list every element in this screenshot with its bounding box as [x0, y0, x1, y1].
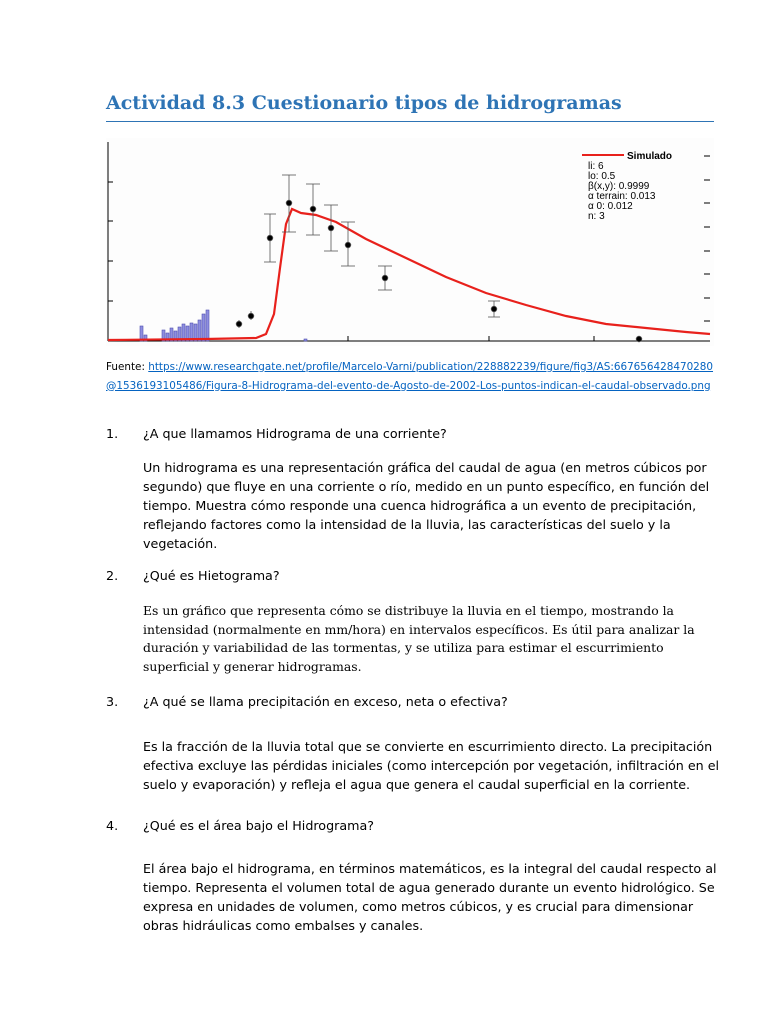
legend-line: lo: 0.5 — [588, 171, 616, 182]
question-text: ¿A qué se llama precipitación en exceso, neta o efectiva? — [143, 694, 508, 709]
title-underline — [106, 121, 714, 122]
answer-3: Es la fracción de la lluvia total que se convierte en escurrimiento directo. La precipitación efectiva excluye las pérdidas iniciales (como intercepción por vegetación, infiltración en el suelo y evaporación) y refleja el agua que genera el caudal superficial en la corriente. — [143, 739, 720, 792]
figure-source — [106, 358, 716, 395]
answer-1: Un hidrograma es una representación gráfica del caudal de agua (en metros cúbicos por segundo) que fluye en una corriente o río, medido en un punto específico, en función del tiempo. Muestra cómo responde una cuenca hidrográfica a un evento de precipitación, reflejando factores como la intensidad de la lluvia, las características del suelo y la vegetación. — [143, 460, 710, 551]
question-text: ¿Qué es Hietograma? — [143, 568, 280, 583]
source-label: Fuente: — [106, 361, 145, 373]
document-title: Actividad 8.3 Cuestionario tipos de hidrogramas — [106, 92, 622, 114]
question-number: 4. — [106, 818, 119, 833]
legend-line: li: 6 — [588, 161, 604, 172]
legend-title: Simulado — [627, 151, 673, 162]
question-number: 2. — [106, 568, 119, 583]
legend-line: α terrain: 0.013 — [588, 191, 656, 202]
question-number: 3. — [106, 694, 119, 709]
question-1 — [106, 426, 447, 441]
legend-line: α 0: 0.012 — [588, 201, 633, 212]
answer-4: El área bajo el hidrograma, en términos matemáticos, es la integral del caudal respecto al tiempo. Representa el volumen total de agua generado durante un evento hidrológico. Se expresa en unidades de volumen, como metros cúbicos, y es crucial para dimensionar obras hidráulicas como embalses y canales. — [143, 861, 717, 933]
legend-line: n: 3 — [588, 211, 605, 222]
answer-2: Es un gráfico que representa cómo se distribuye la lluvia en el tiempo, mostrando la intensidad (normalmente en mm/hora) en intervalos específicos. Es útil para analizar la duración y variabilidad de las tormentas, y se utiliza para estimar el escurrimiento superficial y generar hidrogramas. — [143, 603, 695, 674]
legend-line: β(x,y): 0.9999 — [588, 181, 650, 192]
question-4 — [106, 818, 374, 833]
question-number: 1. — [106, 426, 119, 441]
question-text: ¿Qué es el área bajo el Hidrograma? — [143, 818, 374, 833]
hydrograph-figure — [106, 138, 714, 346]
source-link[interactable]: https://www.researchgate.net/profile/Marcelo-Varni/publication/228882239/figure/fig3/AS:667656428470280@1536193105486/Figura-8-Hidrograma-del-evento-de-Agosto-de-2002-Los-puntos-indican-el-caudal-observado.png — [106, 361, 714, 392]
question-text: ¿A que llamamos Hidrograma de una corriente? — [143, 426, 447, 441]
question-2 — [106, 568, 280, 583]
question-3 — [106, 694, 508, 709]
